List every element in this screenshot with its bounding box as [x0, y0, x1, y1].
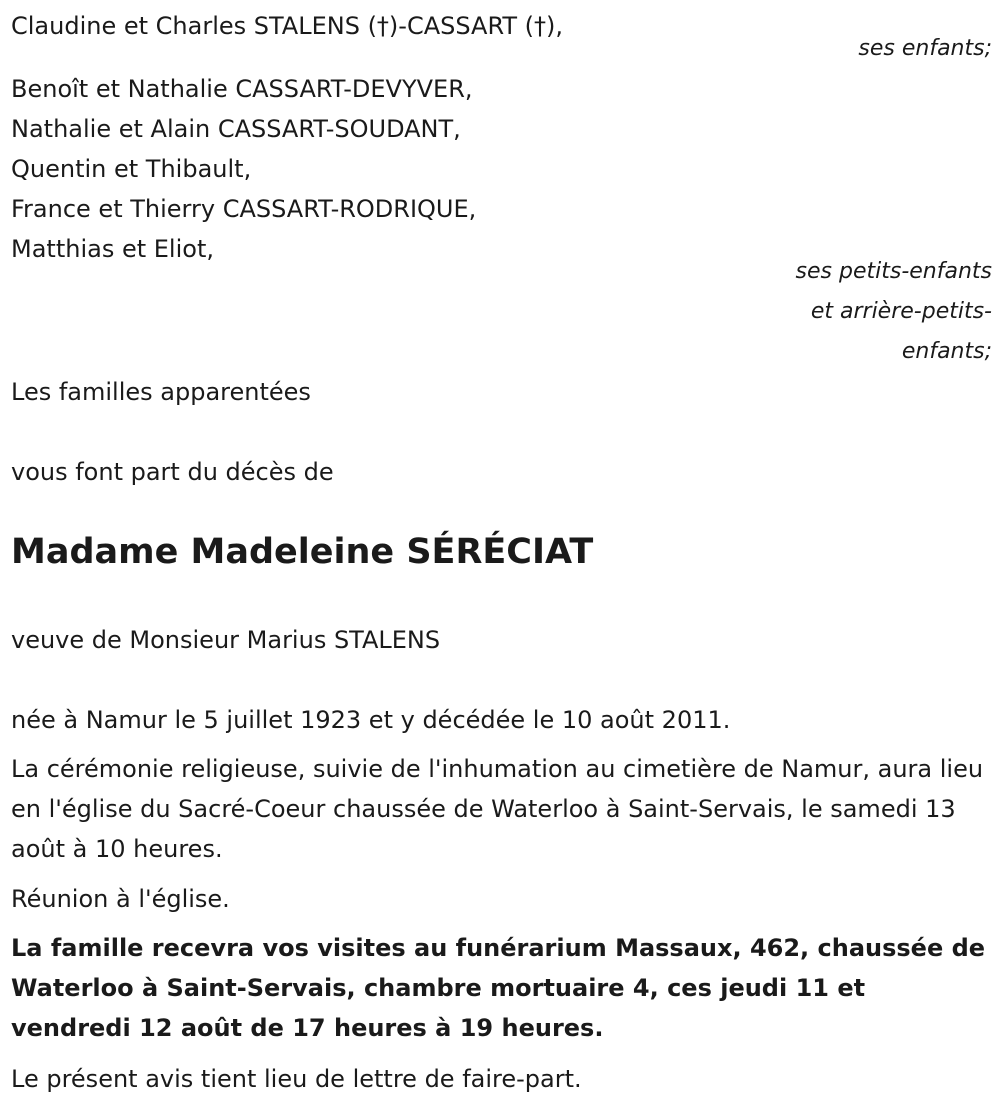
widow-of: veuve de Monsieur Marius STALENS	[11, 626, 441, 654]
grandchild-line: France et Thierry CASSART-RODRIQUE,	[11, 195, 477, 223]
intro-text: vous font part du décès de	[11, 458, 334, 486]
children-role: ses enfants;	[858, 36, 992, 61]
grandchildren-role: enfants;	[901, 339, 992, 364]
related-families: Les familles apparentées	[11, 378, 311, 406]
deceased-name: Madame Madeleine SÉRÉCIAT	[11, 532, 594, 572]
grandchild-line: Nathalie et Alain CASSART-SOUDANT,	[11, 115, 461, 143]
grandchild-line: Quentin et Thibault,	[11, 155, 252, 183]
meeting-text: Réunion à l'église.	[11, 885, 230, 913]
grandchild-line: Benoît et Nathalie CASSART-DEVYVER,	[11, 75, 473, 103]
grandchild-line: Matthias et Eliot,	[11, 235, 214, 263]
grandchildren-role: ses petits-enfants	[795, 259, 992, 284]
birth-death: née à Namur le 5 juillet 1923 et y décédée le 10 août 2011.	[11, 706, 731, 734]
notice-text: Le présent avis tient lieu de lettre de faire-part.	[11, 1065, 582, 1093]
grandchildren-role: et arrière-petits-	[810, 299, 992, 324]
ceremony-text: La cérémonie religieuse, suivie de l'inhumation au cimetière de Namur, aura lieu en l'église du Sacré-Coeur chaussée de Waterloo à Saint-Servais, le samedi 13 août à 10 heures.	[11, 755, 984, 863]
children-names: Claudine et Charles STALENS (†)-CASSART (†),	[11, 12, 564, 40]
visits-text: La famille recevra vos visites au funérarium Massaux, 462, chaussée de Waterloo à Saint-Servais, chambre mortuaire 4, ces jeudi 11 et vendredi 12 août de 17 heures à 19 heures.	[11, 934, 986, 1042]
